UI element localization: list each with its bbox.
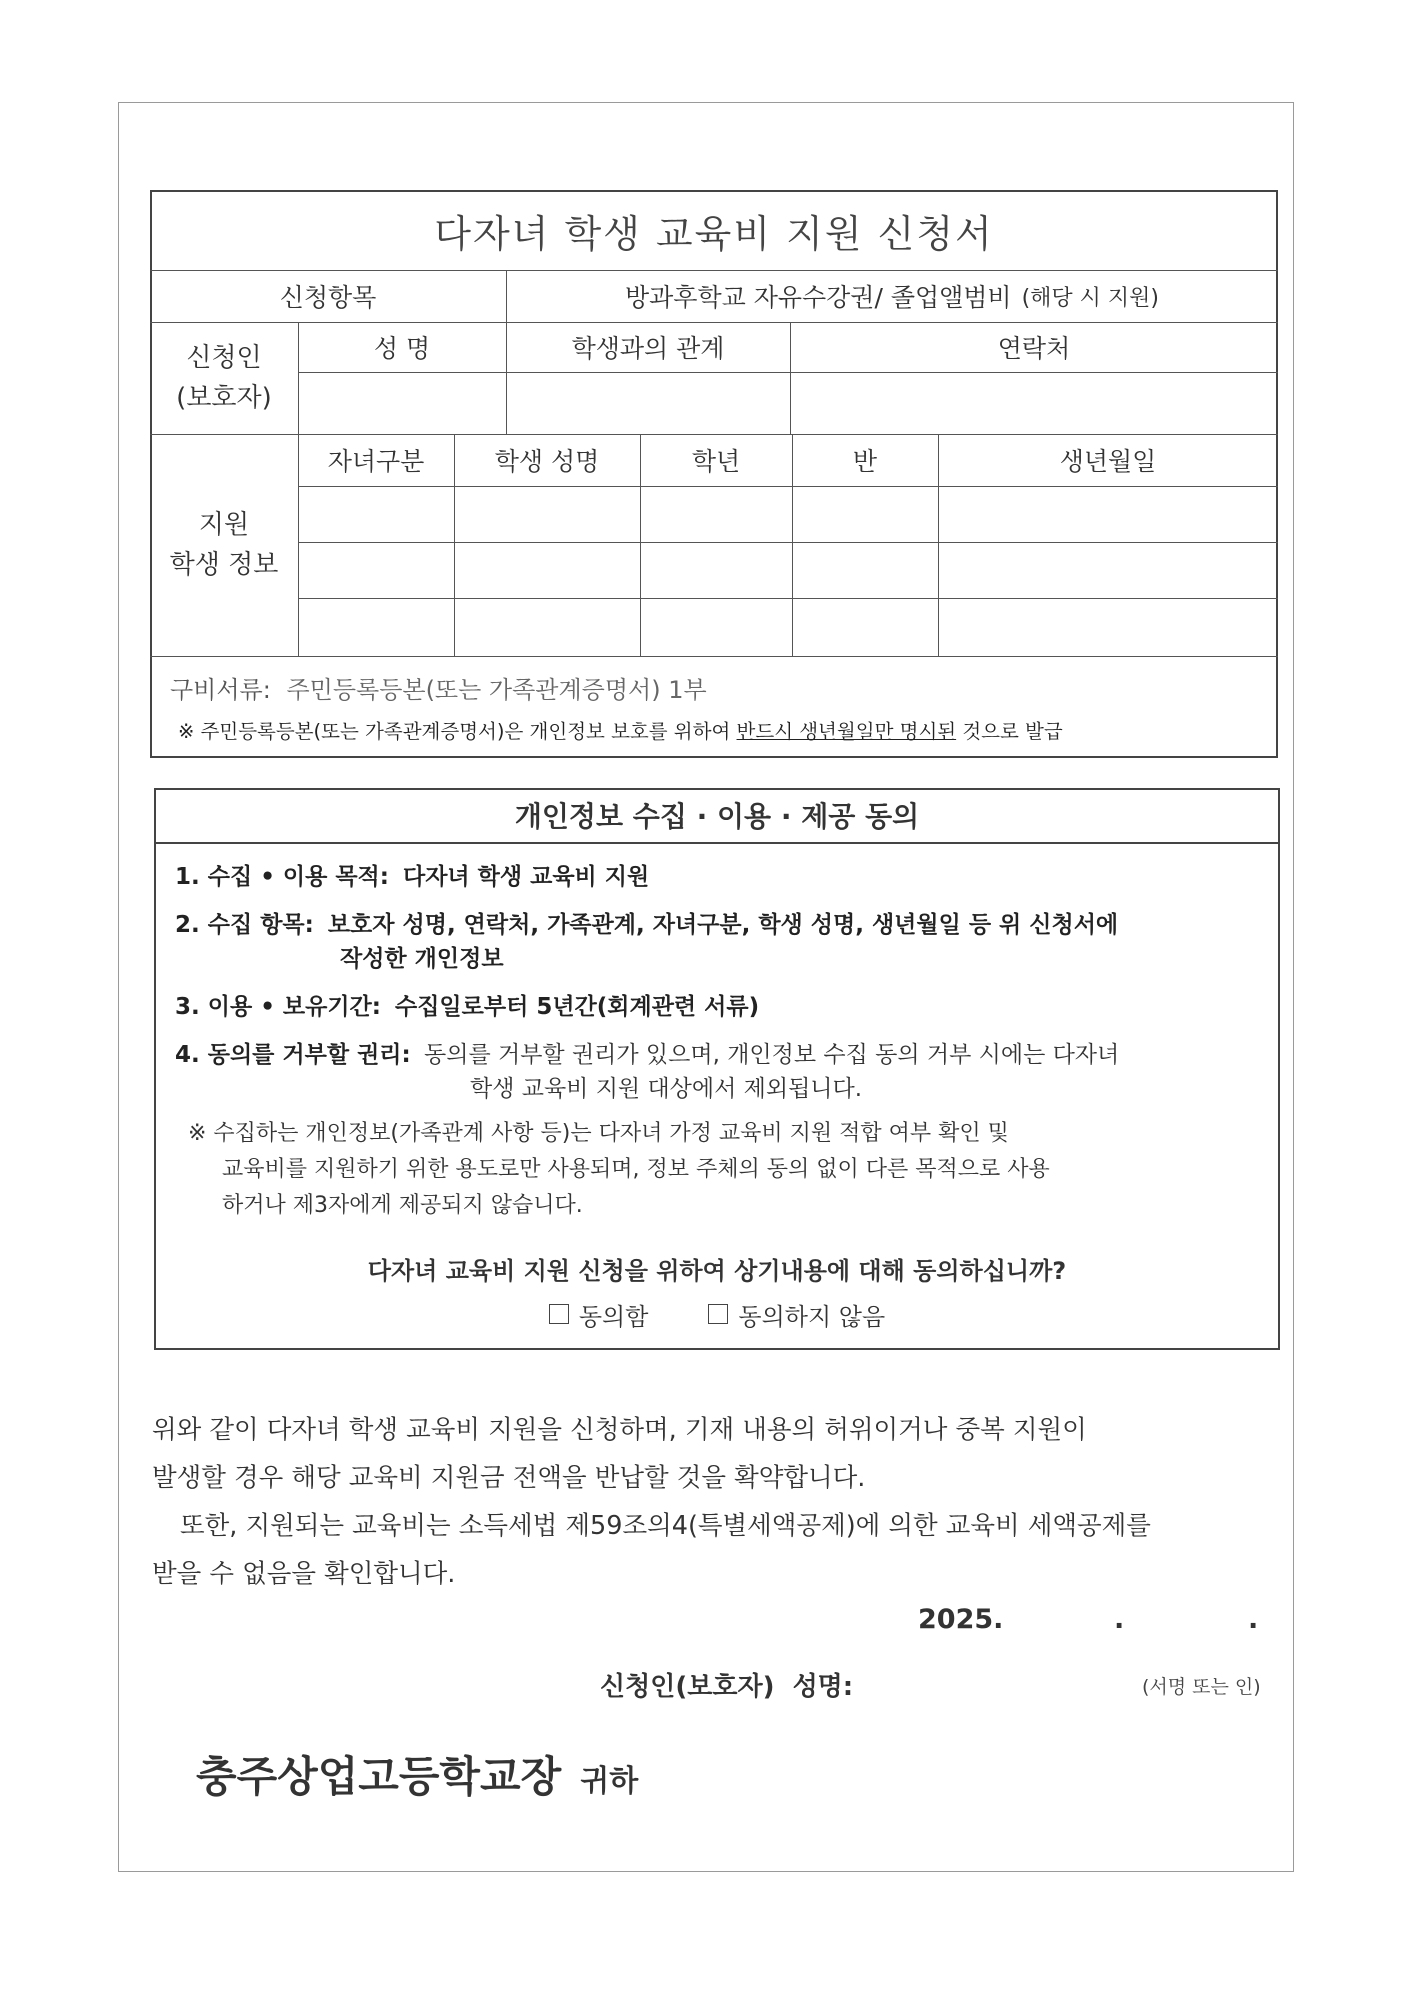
applicant-relation-field[interactable] <box>508 374 788 432</box>
pledge-line-4: 받을 수 없음을 확인합니다. <box>152 1559 456 1589</box>
disagree-checkbox[interactable] <box>708 1304 728 1324</box>
recipient-honorific: 귀하 <box>580 1764 639 1799</box>
consent-item-2 <box>175 906 1118 939</box>
consent-item-3 <box>175 988 759 1021</box>
docs-note-suffix: 것으로 발급 <box>956 720 1063 743</box>
consent-item-4-label: 4. 동의를 거부할 권리: <box>175 1042 411 1068</box>
student-col-child-type: 자녀구분 <box>327 447 425 476</box>
consent-item-4 <box>175 1036 1119 1069</box>
applicant-label-line1: 신청인 <box>186 343 262 373</box>
consent-item-2-cont: 작성한 개인정보 <box>340 946 504 972</box>
student-col-name: 학생 성명 <box>494 447 600 476</box>
apply-item-text: 방과후학교 자유수강권/ 졸업앨범비 <box>625 283 1012 312</box>
consent-item-3-value: 수집일로부터 5년간(회계관련 서류) <box>395 994 760 1020</box>
consent-item-2-value: 보호자 성명, 연락처, 가족관계, 자녀구분, 학생 성명, 생년월일 등 위 신청서에 <box>327 912 1119 938</box>
docs-note-prefix: ※ 주민등록등본(또는 가족관계증명서)은 개인정보 보호를 위하여 <box>178 720 737 743</box>
consent-item-1-value: 다자녀 학생 교육비 지원 <box>403 864 650 890</box>
applicant-label <box>150 322 298 434</box>
recipient-line <box>196 1744 638 1804</box>
student-row[interactable] <box>300 544 1276 596</box>
consent-item-4-value: 동의를 거부할 권리가 있으며, 개인정보 수집 동의 거부 시에는 다자녀 <box>424 1042 1120 1068</box>
sign-year: 2025. <box>918 1604 1004 1635</box>
student-row[interactable] <box>300 600 1276 654</box>
consent-item-1 <box>175 858 649 891</box>
recipient-name: 충주상업고등학교장 <box>196 1752 562 1801</box>
student-label-line2: 학생 정보 <box>169 550 279 580</box>
consent-item-1-label: 1. 수집 • 이용 목적: <box>175 864 389 890</box>
consent-item-2-label: 2. 수집 항목: <box>175 912 314 938</box>
docs-note-emphasis: 반드시 생년월일만 명시된 <box>736 720 957 743</box>
applicant-contact-field[interactable] <box>792 374 1276 432</box>
sign-applicant-label: 신청인(보호자) 성명: <box>600 1672 854 1702</box>
consent-item-4-cont: 학생 교육비 지원 대상에서 제외됩니다. <box>470 1076 863 1102</box>
pledge-line-3: 또한, 지원되는 교육비는 소득세법 제59조의4(특별세액공제)에 의한 교육비 세액공제를 <box>180 1511 1151 1541</box>
apply-item-label: 신청항목 <box>279 283 377 312</box>
student-col-birthdate: 생년월일 <box>1059 447 1157 476</box>
applicant-label-line2: (보호자) <box>176 383 272 413</box>
consent-note-line2: 교육비를 지원하기 위한 용도로만 사용되며, 정보 주체의 동의 없이 다른 목적으로 사용 <box>222 1157 1050 1182</box>
applicant-name-field[interactable] <box>300 374 504 432</box>
sign-note: (서명 또는 인) <box>1142 1676 1261 1698</box>
student-col-class: 반 <box>852 447 878 476</box>
apply-item-note: (해당 시 지원) <box>1021 285 1159 311</box>
pledge-line-1: 위와 같이 다자녀 학생 교육비 지원을 신청하며, 기재 내용의 허위이거나 중복 지원이 <box>152 1415 1087 1445</box>
applicant-col-name: 성 명 <box>373 334 431 363</box>
docs-note <box>178 716 1063 744</box>
student-col-grade: 학년 <box>691 447 741 476</box>
pledge-line-2: 발생할 경우 해당 교육비 지원금 전액을 반납할 것을 확약합니다. <box>152 1463 866 1493</box>
docs-line <box>170 670 707 705</box>
student-label <box>150 434 298 656</box>
agree-checkbox[interactable] <box>549 1304 569 1324</box>
agree-label: 동의함 <box>578 1302 649 1331</box>
student-row[interactable] <box>300 488 1276 540</box>
applicant-col-contact: 연락처 <box>997 334 1071 363</box>
apply-item-value <box>506 270 1278 322</box>
applicant-col-relation: 학생과의 관계 <box>571 334 725 363</box>
sign-month-dot: . <box>1114 1604 1125 1635</box>
disagree-label: 동의하지 않음 <box>738 1302 886 1331</box>
consent-title: 개인정보 수집 · 이용 · 제공 동의 <box>514 800 920 833</box>
consent-options <box>154 1292 1280 1336</box>
consent-note-line3: 하거나 제3자에게 제공되지 않습니다. <box>222 1193 583 1218</box>
student-label-line1: 지원 <box>198 510 250 540</box>
docs-value: 주민등록등본(또는 가족관계증명서) 1부 <box>286 676 707 704</box>
agree-option[interactable] <box>549 1297 649 1332</box>
consent-question: 다자녀 교육비 지원 신청을 위하여 상기내용에 대해 동의하십니까? <box>367 1256 1067 1285</box>
consent-note-line1: ※ 수집하는 개인정보(가족관계 사항 등)는 다자녀 가정 교육비 지원 적합 여부 확인 및 <box>188 1121 1009 1146</box>
docs-label: 구비서류: <box>170 676 271 704</box>
disagree-option[interactable] <box>708 1297 885 1332</box>
consent-item-3-label: 3. 이용 • 보유기간: <box>175 994 381 1020</box>
sign-day-dot: . <box>1248 1604 1259 1635</box>
form-title: 다자녀 학생 교육비 지원 신청서 <box>434 211 994 256</box>
